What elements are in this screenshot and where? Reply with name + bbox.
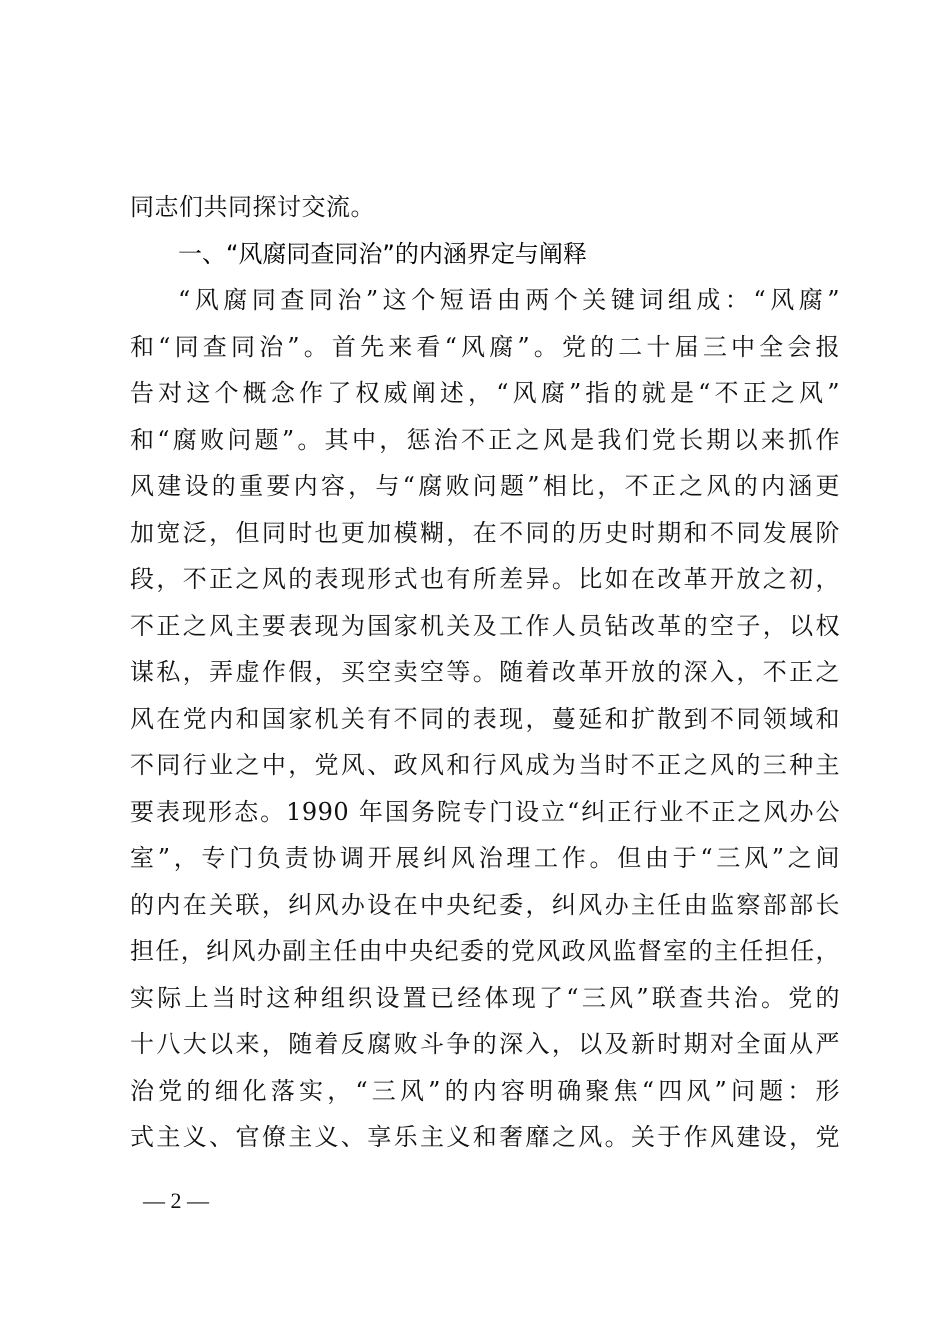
paragraph-first-line: “风腐同查同治”这个短语由两个关键词组成：“风腐” (178, 286, 840, 314)
text-line: 加宽泛，但同时也更加模糊，在不同的历史时期和不同发展阶 (130, 518, 840, 547)
text-line: 十八大以来，随着反腐败斗争的深入，以及新时期对全面从严 (130, 1030, 840, 1058)
text-line: 不同行业之中，党风、政风和行风成为当时不正之风的三种主 (130, 751, 840, 779)
text-line: 要表现形态。1990 年国务院专门设立“纠正行业不正之风办公 (130, 797, 840, 826)
section-heading: 一、“风腐同查同治”的内涵界定与阐释 (178, 239, 587, 268)
text-line: 的内在关联，纠风办设在中央纪委，纠风办主任由监察部部长 (130, 890, 840, 919)
text-line: 实际上当时这种组织设置已经体现了“三风”联查共治。党的 (130, 983, 840, 1012)
text-line: 风建设的重要内容，与“腐败问题”相比，不正之风的内涵更 (130, 472, 840, 500)
text-line: 不正之风主要表现为国家机关及工作人员钻改革的空子，以权 (130, 611, 840, 640)
text-line: 段，不正之风的表现形式也有所差异。比如在改革开放之初， (130, 565, 840, 593)
page-number: — 2 — (143, 1188, 209, 1213)
text-line: 和“同查同治”。首先来看“风腐”。党的二十届三中全会报 (130, 332, 840, 361)
text-line: 告对这个概念作了权威阐述，“风腐”指的就是“不正之风” (130, 379, 840, 407)
text-line: 室”，专门负责协调开展纠风治理工作。但由于“三风”之间 (130, 844, 840, 872)
body-text (130, 184, 840, 1161)
text-line: 和“腐败问题”。其中，惩治不正之风是我们党长期以来抓作 (130, 425, 840, 454)
text-line-continuation: 同志们共同探讨交流。 (130, 193, 375, 221)
text-line: 治党的细化落实，“三风”的内容明确聚焦“四风”问题：形 (130, 1076, 840, 1105)
text-line: 谋私，弄虚作假，买空卖空等。随着改革开放的深入，不正之 (130, 658, 840, 686)
text-line: 担任，纠风办副主任由中央纪委的党风政风监督室的主任担任， (130, 937, 840, 965)
text-line: 风在党内和国家机关有不同的表现，蔓延和扩散到不同领域和 (130, 704, 840, 733)
text-line: 式主义、官僚主义、享乐主义和奢靡之风。关于作风建设，党 (130, 1123, 840, 1151)
